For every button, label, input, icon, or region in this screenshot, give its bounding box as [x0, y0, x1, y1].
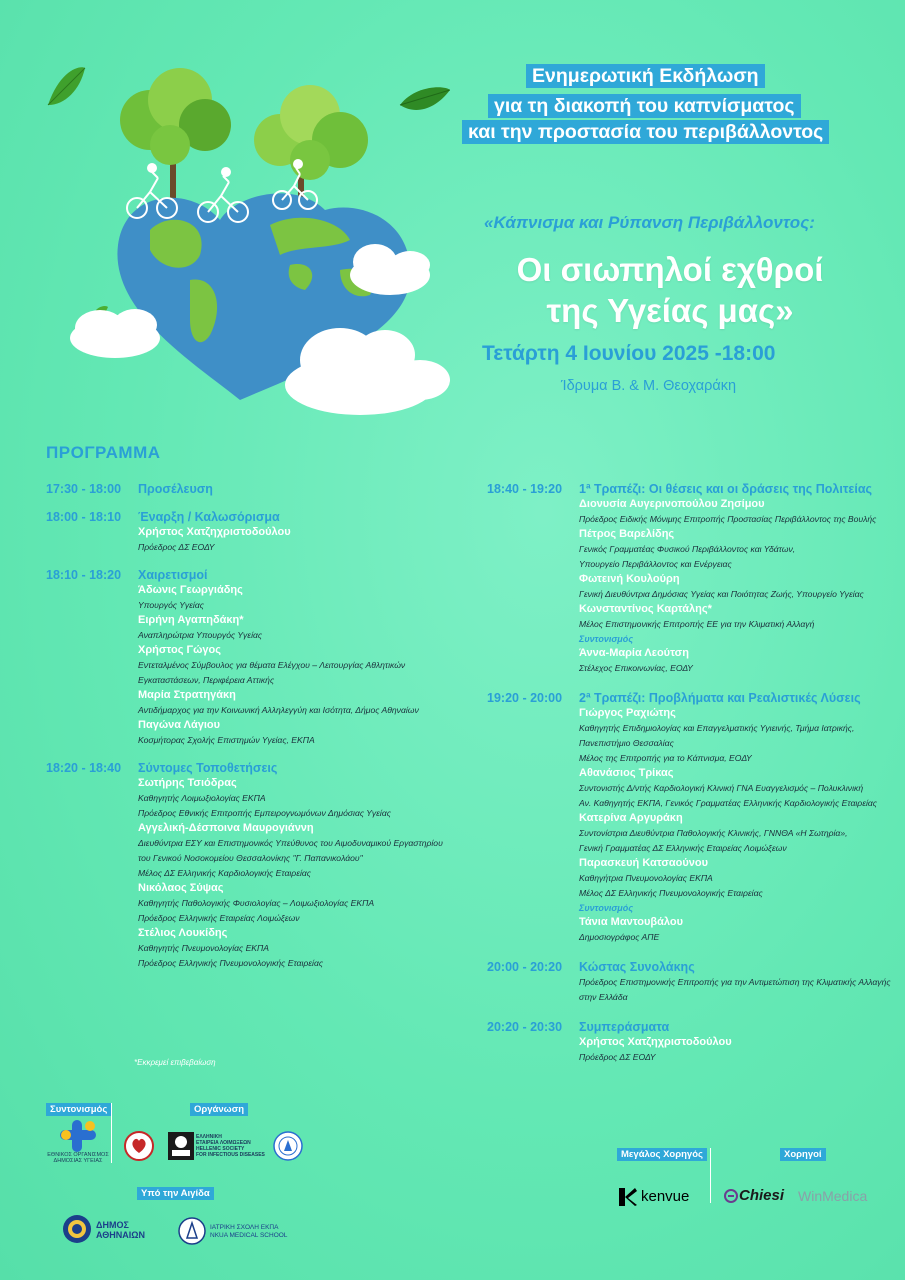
program-item — [487, 959, 892, 1005]
eody-logo-text: ΕΘΝΙΚΟΣ ΟΡΓΑΝΙΣΜΟΣ ΔΗΜΟΣΙΑΣ ΥΓΕΙΑΣ — [47, 1152, 109, 1164]
program-item — [46, 481, 466, 497]
program-item-title: 1ª Τραπέζι: Οι θέσεις και οι δράσεις της Πολιτείας — [579, 482, 873, 496]
hsid-logo-text: ΕΛΛΗΝΙΚΗ ΕΤΑΙΡΕΙΑ ΛΟΙΜΩΞΕΩΝ HELLENIC SOCIETY FOR INFECTIOUS DISEASES — [196, 1134, 265, 1158]
aegis-label: Υπό την Αιγίδα — [137, 1187, 214, 1200]
speaker-name: Χρήστος Χατζηχριστοδούλου — [579, 1036, 732, 1048]
major-sponsor-label: Μεγάλος Χορηγός — [617, 1148, 707, 1161]
leaf-icon — [400, 87, 450, 110]
nkua-medical-school-text: ΙΑΤΡΙΚΗ ΣΧΟΛΗ ΕΚΠΑ NKUA MEDICAL SCHOOL — [210, 1224, 288, 1239]
program-left-column — [46, 481, 466, 978]
speaker-name: Μαρία Στρατηγάκη — [138, 689, 236, 701]
program-item-title: Έναρξη / Καλωσόρισμα — [138, 510, 280, 524]
organization-label: Οργάνωση — [190, 1103, 248, 1116]
speaker-role: Καθηγητής Πνευμονολογίας ΕΚΠΑ — [138, 943, 269, 953]
speaker-name: Χρήστος Χατζηχριστοδούλου — [138, 526, 291, 538]
speaker-role: Πρόεδρος Ειδικής Μόνιμης Επιτροπής Προστασίας Περιβάλλοντος της Βουλής — [579, 514, 877, 524]
program-content — [138, 509, 466, 555]
speaker-name: Στέλιος Λουκίδης — [138, 927, 228, 939]
program-item-title: 2ª Τραπέζι: Προβλήματα και Ρεαλιστικές Λύσεις — [579, 691, 861, 705]
speaker-role: Αναπληρώτρια Υπουργός Υγείας — [138, 630, 263, 640]
program-content — [579, 481, 892, 676]
cloud-icon — [70, 309, 160, 358]
speaker-name: Κωνσταντίνος Καρτάλης* — [579, 603, 712, 615]
event-title-line-2: της Υγείας μας» — [546, 292, 794, 329]
program-time: 20:20 - 20:30 — [487, 1020, 563, 1034]
kenvue-logo-mark — [619, 1188, 637, 1206]
chiesi-logo-mark — [724, 1189, 738, 1203]
cloud-icon — [350, 244, 430, 295]
dimos-athinaion-logo — [62, 1214, 92, 1244]
coordination-label: Συντονισμός — [46, 1103, 111, 1116]
speaker-name: Παρασκευή Κατσαούνου — [579, 857, 709, 869]
program-content — [579, 959, 892, 1005]
speaker-name: Σωτήρης Τσιόδρας — [138, 777, 237, 789]
speaker-name: Αθανάσιος Τρίκας — [579, 767, 674, 779]
event-venue: Ίδρυμα Β. & Μ. Θεοχαράκη — [561, 378, 737, 394]
speaker-name: Άδωνις Γεωργιάδης — [138, 584, 243, 596]
speaker-name: Ειρήνη Αγαπηδάκη* — [138, 614, 244, 626]
speaker-role: Μέλος Επιστημονικής Επιτροπής ΕΕ για την Κλιματική Αλλαγή — [579, 619, 815, 629]
event-subtitle: «Κάπνισμα και Ρύπανση Περιβάλλοντος: — [484, 213, 815, 232]
heart-society-logo — [124, 1131, 154, 1161]
program-content — [138, 567, 466, 748]
program-item — [487, 690, 892, 945]
program-time: 18:10 - 18:20 — [46, 568, 122, 582]
speaker-role: Καθηγητής Παθολογικής Φυσιολογίας – Λοιμωξιολογίας ΕΚΠΑ — [138, 898, 375, 908]
dimos-athinaion-text: ΔΗΜΟΣ ΑΘΗΝΑΙΩΝ — [96, 1220, 145, 1240]
speaker-name: Χρήστος Γώγος — [138, 644, 221, 656]
speaker-name: Αγγελική-Δέσποινα Μαυρογιάννη — [138, 822, 314, 834]
speaker-role: Γενική Γραμματέας ΔΣ Ελληνικής Εταιρείας Λοιμώξεων — [579, 843, 787, 853]
speaker-role: Πρόεδρος ΔΣ ΕΟΔΥ — [579, 1052, 656, 1062]
speaker-role: Κοσμήτορας Σχολής Επιστημών Υγείας, ΕΚΠΑ — [138, 735, 315, 745]
program-content — [138, 760, 466, 971]
program-item — [487, 1019, 892, 1065]
speaker-role: Δημοσιογράφος ΑΠΕ — [579, 932, 660, 942]
program-title: ΠΡΟΓΡΑΜΜΑ — [46, 443, 161, 462]
program-right-column — [487, 481, 892, 1072]
speaker-role: Εντεταλμένος Σύμβουλος για θέματα Ελέγχου – Λειτουργίας Αθλητικών — [138, 660, 406, 670]
program-item — [46, 760, 466, 971]
divider — [710, 1148, 711, 1203]
kenvue-logo: kenvue — [641, 1188, 690, 1205]
speaker-role: Καθηγητής Επιδημιολογίας και Επαγγελματικής Υγιεινής, Τμήμα Ιατρικής, — [579, 723, 855, 733]
speaker-name: Παγώνα Λάγιου — [138, 719, 221, 731]
speaker-role: Αντιδήμαρχος για την Κοινωνική Αλληλεγγύη και Ισότητα, Δήμος Αθηναίων — [138, 705, 419, 715]
speaker-role: Μέλος ΔΣ Ελληνικής Καρδιολογικής Εταιρείας — [138, 868, 311, 878]
speaker-role: Πρόεδρος Ελληνικής Πνευμονολογικής Εταιρείας — [138, 958, 324, 968]
speaker-name: Άννα-Μαρία Λεούτση — [579, 647, 689, 659]
program-time: 18:00 - 18:10 — [46, 510, 122, 524]
speaker-role: Συντονίστρια Διευθύντρια Παθολογικής Κλινικής, ΓΝΝΘΑ «Η Σωτηρία», — [579, 828, 848, 838]
winmedica-logo: WinMedica — [798, 1188, 868, 1204]
speaker-role: Γενικός Γραμματέας Φυσικού Περιβάλλοντος και Υδάτων, — [579, 544, 796, 554]
speaker-name: Γιώργος Ραχιώτης — [579, 707, 676, 719]
header-line-1: Ενημερωτική Εκδήλωση — [526, 64, 765, 88]
program-time: 18:40 - 19:20 — [487, 482, 563, 496]
event-title-line-1: Οι σιωπηλοί εχθροί — [516, 251, 824, 288]
speaker-role: Πρόεδρος Επιστημονικής Επιτροπής για την Αντιμετώπιση της Κλιματικής Αλλαγής — [579, 977, 891, 987]
program-item-title: Προσέλευση — [138, 482, 213, 496]
speaker-role: Πρόεδρος Ελληνικής Εταιρείας Λοιμώξεων — [138, 913, 300, 923]
program-item — [46, 567, 466, 748]
cloud-icon — [285, 328, 450, 415]
program-time: 17:30 - 18:00 — [46, 482, 122, 496]
program-content — [138, 481, 466, 497]
speaker-role: Γενική Διευθύντρια Δημόσιας Υγείας και Ποιότητας Ζωής, Υπουργείο Υγείας — [579, 589, 864, 599]
coordination-heading: Συντονισμός — [579, 634, 634, 644]
program-time: 20:00 - 20:20 — [487, 960, 563, 974]
speaker-role: στην Ελλάδα — [579, 992, 628, 1002]
speaker-role: Εγκαταστάσεων, Περιφέρεια Αττικής — [138, 675, 275, 685]
pulmonology-society-logo — [273, 1131, 303, 1161]
speaker-name: Κατερίνα Αργυράκη — [579, 812, 683, 824]
hsid-logo — [168, 1132, 194, 1160]
program-item — [46, 509, 466, 555]
earth-heart-illustration — [40, 60, 450, 440]
speaker-role: Πανεπιστήμιο Θεσσαλίας — [579, 738, 674, 748]
speaker-role: Πρόεδρος Εθνικής Επιτροπής Εμπειρογνωμόνων Δημόσιας Υγείας — [138, 808, 391, 818]
leaf-icon — [48, 67, 85, 105]
program-time: 19:20 - 20:00 — [487, 691, 563, 705]
eody-logo — [56, 1120, 100, 1152]
speaker-role: του Γενικού Νοσοκομείου Θεσσαλονίκης "Γ. Παπανικολάου" — [138, 853, 363, 863]
sponsors-label: Χορηγοί — [780, 1148, 826, 1161]
event-date: Τετάρτη 4 Ιουνίου 2025 -18:00 — [482, 342, 776, 365]
speaker-role: Στέλεχος Επικοινωνίας, ΕΟΔΥ — [579, 663, 693, 673]
nkua-medical-school-logo — [178, 1216, 206, 1246]
speaker-name: Πέτρος Βαρελίδης — [579, 528, 675, 540]
speaker-role: Καθηγητής Λοιμωξιολογίας ΕΚΠΑ — [138, 793, 266, 803]
program-item-title: Συμπεράσματα — [579, 1020, 670, 1034]
speaker-role: Μέλος της Επιτροπής για το Κάπνισμα, ΕΟΔΥ — [579, 753, 752, 763]
program-item-title: Κώστας Συνολάκης — [579, 960, 695, 974]
speaker-role: Συντονιστής Δ/ντής Καρδιολογική Κλινική ΓΝΑ Ευαγγελισμός – Πολυκλινική — [579, 783, 864, 793]
speaker-role: Μέλος ΔΣ Ελληνικής Πνευμονολογικής Εταιρείας — [579, 888, 763, 898]
coordination-heading: Συντονισμός — [579, 903, 634, 913]
chiesi-logo: Chiesi — [739, 1187, 785, 1204]
speaker-role: Καθηγήτρια Πνευμονολογίας ΕΚΠΑ — [579, 873, 713, 883]
speaker-role: Υπουργείο Περιβάλλοντος και Ενέργειας — [579, 559, 732, 569]
speaker-role: Υπουργός Υγείας — [138, 600, 204, 610]
speaker-name: Διονυσία Αυγερινοπούλου Ζησίμου — [579, 498, 765, 510]
program-time: 18:20 - 18:40 — [46, 761, 122, 775]
speaker-name: Φωτεινή Κουλούρη — [579, 573, 680, 585]
header-line-2: για τη διακοπή του καπνίσματος — [488, 94, 801, 118]
program-content — [579, 1019, 892, 1065]
speaker-name: Τάνια Μαντουβάλου — [579, 916, 684, 928]
speaker-role: Διευθύντρια ΕΣΥ και Επιστημονικός Υπεύθυνος του Αιμοδυναμικού Εργαστηρίου — [138, 838, 443, 848]
footnote: *Εκκρεμεί επιβεβαίωση — [134, 1058, 216, 1067]
tree-icon — [120, 68, 231, 210]
program-content — [579, 690, 892, 945]
speaker-name: Νικόλαος Σύψας — [138, 882, 224, 894]
speaker-role: Αν. Καθηγητής ΕΚΠΑ, Γενικός Γραμματέας Ελληνικής Καρδιολογικής Εταιρείας — [579, 798, 877, 808]
program-item-title: Σύντομες Τοποθετήσεις — [138, 761, 278, 775]
header-line-3: και την προστασία του περιβάλλοντος — [462, 120, 829, 144]
speaker-role: Πρόεδρος ΔΣ ΕΟΔΥ — [138, 542, 215, 552]
program-item — [487, 481, 892, 676]
program-item-title: Χαιρετισμοί — [138, 568, 208, 582]
